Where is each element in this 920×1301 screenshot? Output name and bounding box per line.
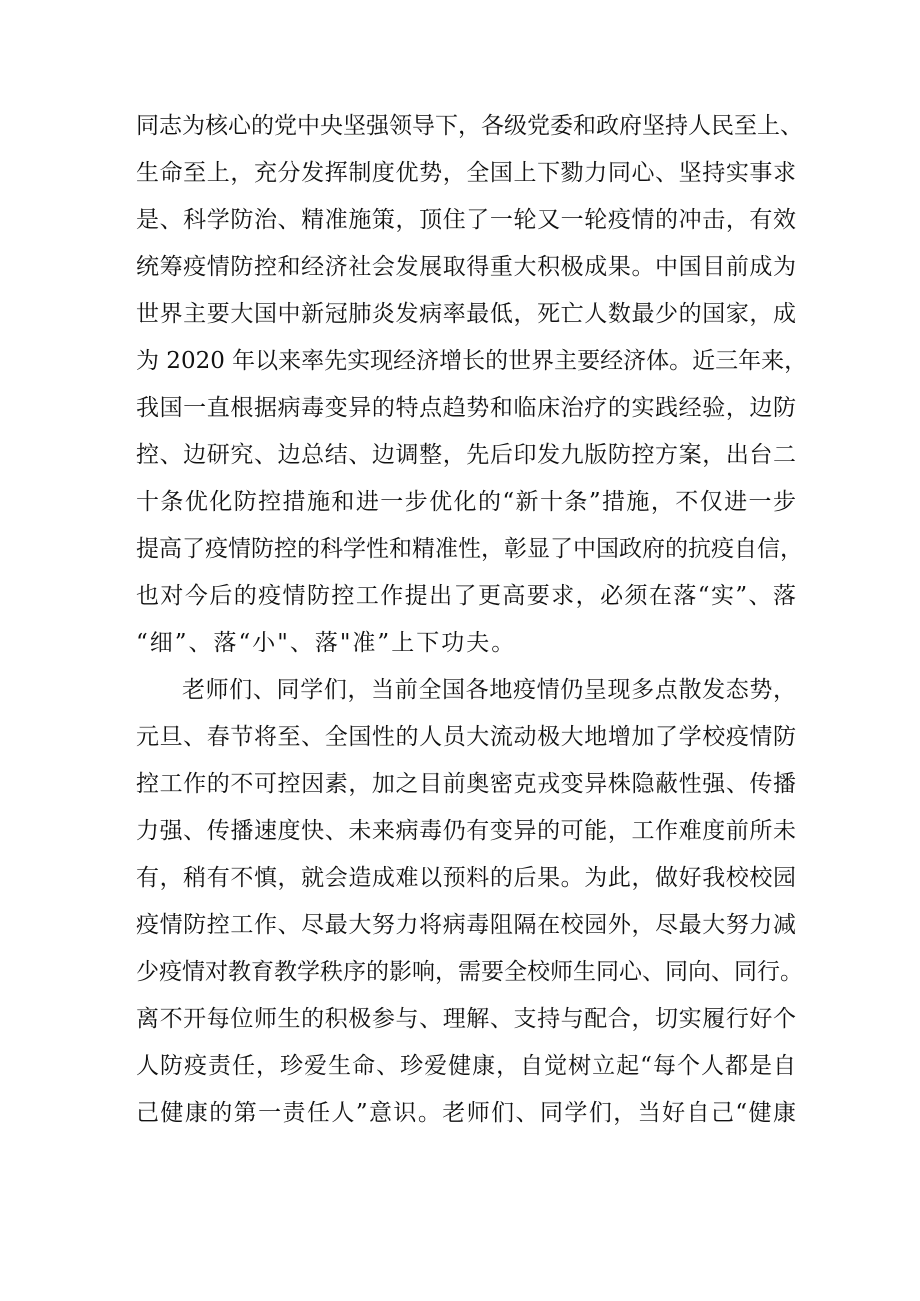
paragraph-1-line-10: 提高了疫情防控的科学性和精准性，彰显了中国政府的抗疫自信， (136, 536, 803, 562)
paragraph-2-line-2: 元旦、春节将至、全国性的人员大流动极大地增加了学校疫情防 (136, 724, 796, 750)
paragraph-1-line-1: 同志为核心的党中央坚强领导下，各级党委和政府坚持人民至上、 (136, 113, 803, 139)
paragraph-1-line-4: 统筹疫情防控和经济社会发展取得重大积极成果。中国目前成为 (136, 254, 796, 280)
paragraph-1-line-5: 世界主要大国中新冠肺炎发病率最低，死亡人数最少的国家，成 (136, 301, 796, 327)
paragraph-1-line-11: 也对今后的疫情防控工作提出了更高要求，必须在落“实”、落 (136, 583, 796, 609)
paragraph-2-line-1: 老师们、同学们，当前全国各地疫情仍呈现多点散发态势， (182, 677, 796, 703)
paragraph-1-line-12: “细”、落“小"、落"准”上下功夫。 (136, 630, 517, 656)
paragraph-1-line-2: 生命至上，充分发挥制度优势，全国上下勠力同心、坚持实事求 (136, 160, 796, 186)
paragraph-2-line-7: 少疫情对教育教学秩序的影响，需要全校师生同心、同向、同行。 (136, 959, 803, 985)
paragraph-2-line-3: 控工作的不可控因素，加之目前奥密克戎变异株隐蔽性强、传播 (136, 771, 796, 797)
paragraph-1-line-8: 控、边研究、边总结、边调整，先后印发九版防控方案，出台二 (136, 442, 796, 468)
paragraph-2-line-5: 有，稍有不慎，就会造成难以预料的后果。为此，做好我校校园 (136, 865, 796, 891)
paragraph-2-line-6: 疫情防控工作、尽最大努力将病毒阻隔在校园外，尽最大努力减 (136, 912, 796, 938)
paragraph-1-line-6: 为 2020 年以来率先实现经济增长的世界主要经济体。近三年来， (136, 348, 808, 374)
paragraph-1-line-9: 十条优化防控措施和进一步优化的“新十条”措施，不仅进一步 (136, 489, 796, 515)
paragraph-1-line-7: 我国一直根据病毒变异的特点趋势和临床治疗的实践经验，边防 (136, 395, 796, 421)
paragraph-1-line-3: 是、科学防治、精准施策，顶住了一轮又一轮疫情的冲击，有效 (136, 207, 796, 233)
paragraph-2-line-9: 人防疫责任，珍爱生命、珍爱健康，自觉树立起“每个人都是自 (136, 1053, 796, 1079)
paragraph-2-line-4: 力强、传播速度快、未来病毒仍有变异的可能，工作难度前所未 (136, 818, 796, 844)
paragraph-2-line-10: 己健康的第一责任人”意识。老师们、同学们，当好自己“健康 (136, 1100, 796, 1126)
paragraph-2-line-8: 离不开每位师生的积极参与、理解、支持与配合，切实履行好个 (136, 1006, 796, 1032)
